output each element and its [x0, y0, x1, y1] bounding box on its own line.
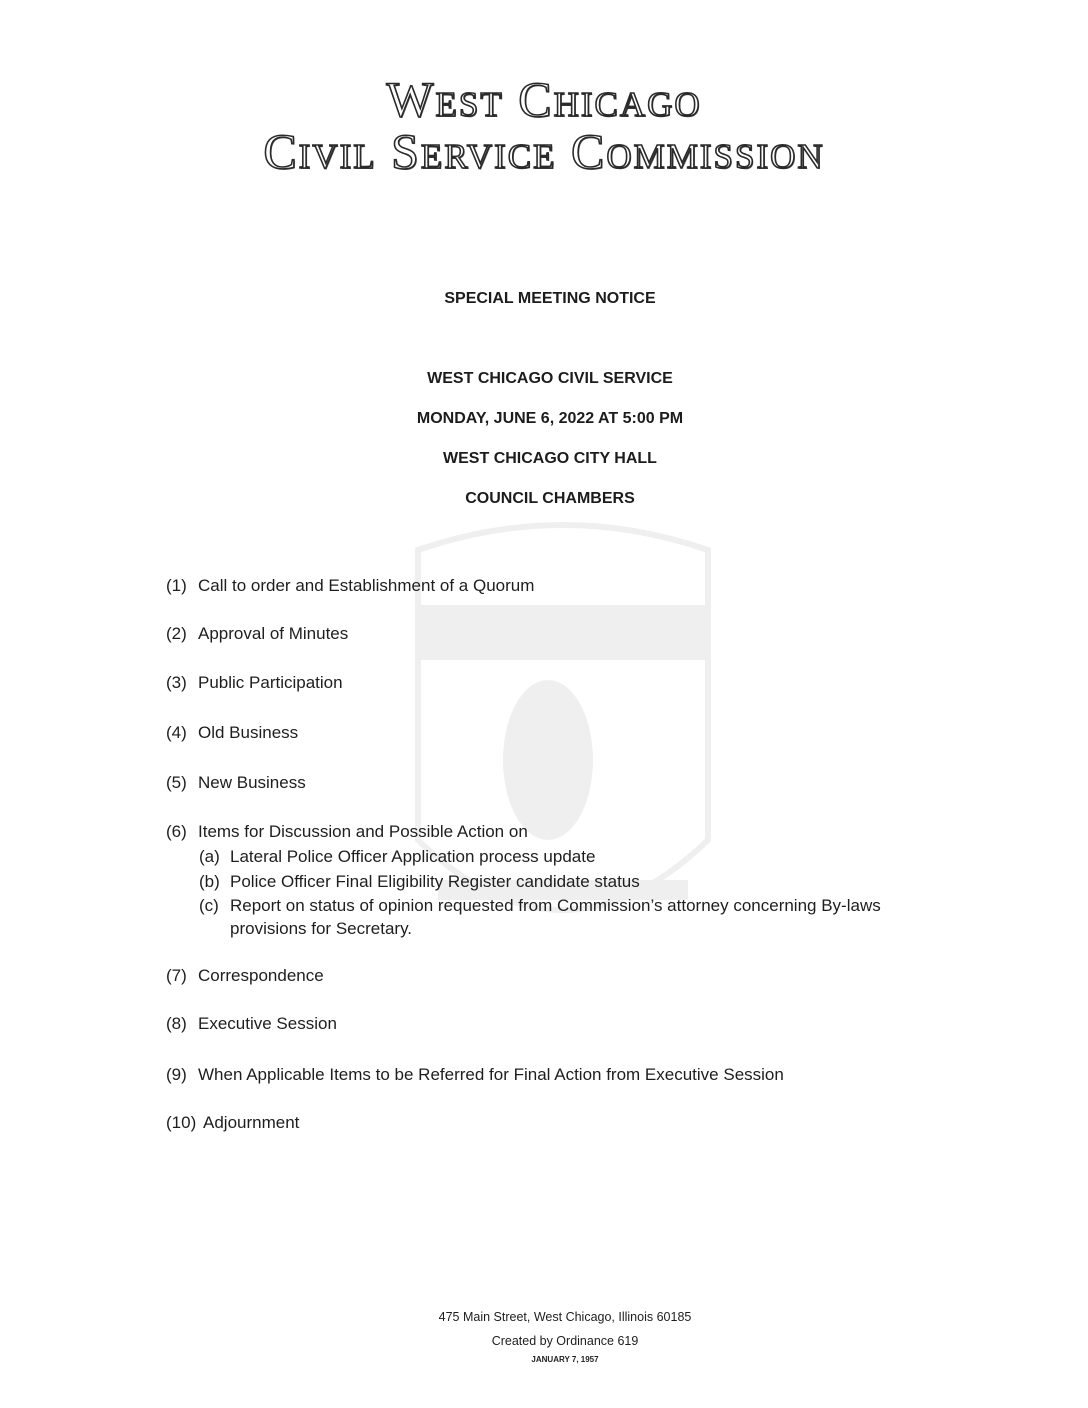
meeting-room: COUNCIL CHAMBERS [465, 490, 635, 507]
agenda-subitem-text: Police Officer Final Eligibility Register candidate status [230, 872, 640, 891]
agenda-item [166, 822, 528, 842]
agenda-item-number: (7) [166, 966, 187, 985]
agenda-item-text: Approval of Minutes [198, 624, 349, 643]
agenda-item [166, 576, 534, 596]
agenda-item-number: (10) [166, 1113, 197, 1132]
agenda-item-text: Executive Session [198, 1014, 337, 1033]
agenda-subitem-letter: (a) [199, 847, 220, 866]
agenda-item-number: (5) [166, 773, 187, 792]
agenda-item-number: (9) [166, 1065, 187, 1084]
agenda-item [166, 773, 306, 793]
agenda-item-number: (4) [166, 723, 187, 742]
agenda-subitem [199, 847, 595, 867]
agenda-subitem-continuation: provisions for Secretary. [230, 919, 413, 938]
agenda-item-text: Call to order and Establishment of a Quorum [198, 576, 535, 595]
meeting-location: WEST CHICAGO CITY HALL [443, 450, 657, 467]
agenda-item-text: Public Participation [198, 673, 343, 692]
agenda-subitem [199, 872, 640, 892]
agenda-item [166, 1113, 299, 1133]
agenda-item [166, 1065, 784, 1085]
agenda-subitem-letter: (b) [199, 872, 220, 891]
agenda-item-text: New Business [198, 773, 306, 792]
agenda-item-text: When Applicable Items to be Referred for Final Action from Executive Session [198, 1065, 784, 1084]
agenda-item-number: (1) [166, 576, 187, 595]
agenda-subitem-letter: (c) [199, 896, 219, 915]
masthead-line2: Civil Service Commission [263, 123, 825, 179]
footer-address: 475 Main Street, West Chicago, Illinois 60185 [438, 1310, 692, 1324]
masthead-line1: West Chicago [386, 71, 702, 127]
agenda-item [166, 624, 348, 644]
agenda-item-text: Old Business [198, 723, 299, 742]
agenda-item [166, 673, 343, 693]
meeting-body: WEST CHICAGO CIVIL SERVICE [427, 370, 673, 387]
footer-date: JANUARY 7, 1957 [531, 1355, 599, 1364]
agenda-subitem [199, 896, 881, 916]
notice-title: SPECIAL MEETING NOTICE [444, 290, 656, 307]
agenda-item-text: Items for Discussion and Possible Action on [198, 822, 528, 841]
agenda-item-number: (6) [166, 822, 187, 841]
agenda-item-text: Correspondence [198, 966, 324, 985]
agenda-subitem-text: Lateral Police Officer Application process update [230, 847, 596, 866]
meeting-datetime: MONDAY, JUNE 6, 2022 AT 5:00 PM [416, 410, 684, 427]
agenda-item-number: (8) [166, 1014, 187, 1033]
footer-ordinance: Created by Ordinance 619 [491, 1334, 639, 1348]
agenda-item-number: (3) [166, 673, 187, 692]
agenda-subitem-text: Report on status of opinion requested from Commission’s attorney concerning By-laws [230, 896, 881, 915]
agenda-item [166, 966, 324, 986]
agenda-item [166, 723, 298, 743]
agenda-item-text: Adjournment [203, 1113, 300, 1132]
agenda-item [166, 1014, 337, 1034]
agenda-item-number: (2) [166, 624, 187, 643]
